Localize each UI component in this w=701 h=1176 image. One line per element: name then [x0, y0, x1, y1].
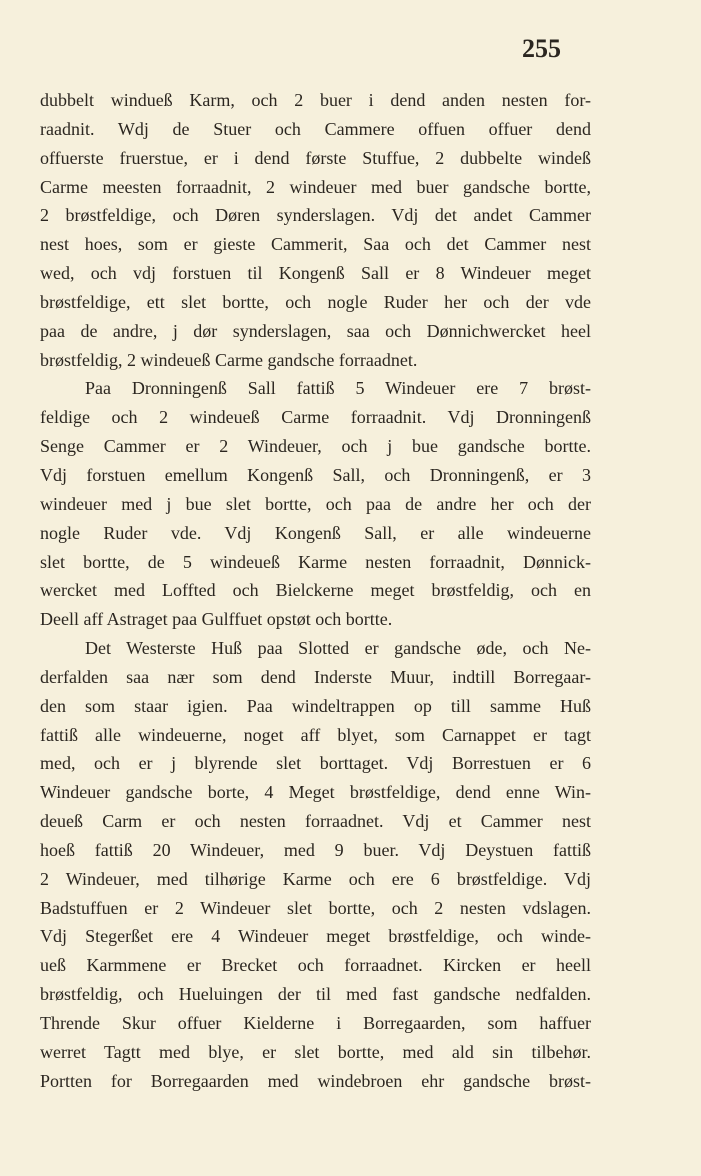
text-line: Senge Cammer er 2 Windeuer, och j bue gandsche bortte.	[40, 436, 591, 457]
text-line: feldige och 2 windeueß Carme forraadnit. Vdj Dronningenß	[40, 407, 591, 428]
text-line: wercket med Loffted och Bielckerne meget brøstfeldig, och en	[40, 580, 591, 601]
text-line: hoeß fattiß 20 Windeuer, med 9 buer. Vdj Deystuen fattiß	[40, 839, 591, 860]
body-text	[40, 86, 591, 1096]
text-line: derfalden saa nær som dend Inderste Muur, indtill Borregaar-	[40, 666, 591, 687]
text-line: dubbelt windueß Karm, och 2 buer i dend anden nesten for-	[40, 90, 591, 110]
text-line: deueß Carm er och nesten forraadnet. Vdj et Cammer nest	[40, 811, 591, 832]
text-line: Vdj Stegerßet ere 4 Windeuer meget brøstfeldige, och winde-	[40, 926, 591, 947]
text-line: Carme meesten forraadnit, 2 windeuer med buer gandsche bortte,	[40, 176, 591, 197]
text-line: Portten for Borregaarden med windebroen ehr gandsche brøst-	[40, 1070, 591, 1091]
text-line: den som staar igien. Paa windeltrappen op till samme Huß	[40, 695, 591, 716]
text-line: med, och er j blyrende slet borttaget. Vdj Borrestuen er 6	[40, 753, 591, 774]
text-line: Badstuffuen er 2 Windeuer slet bortte, och 2 nesten vdslagen.	[40, 897, 591, 918]
text-line: Vdj forstuen emellum Kongenß Sall, och Dronningenß, er 3	[40, 464, 591, 485]
text-line: ueß Karmmene er Brecket och forraadnet. Kircken er heell	[40, 955, 591, 976]
text-line: windeuer med j bue slet bortte, och paa de andre her och der	[40, 493, 591, 514]
text-line: wed, och vdj forstuen til Kongenß Sall er 8 Windeuer meget	[40, 263, 591, 284]
text-line: fattiß alle windeuerne, noget aff blyet, som Carnappet er tagt	[40, 724, 591, 745]
text-line: brøstfeldig, och Hueluingen der til med fast gandsche nedfalden.	[40, 984, 591, 1005]
text-line: Windeuer gandsche borte, 4 Meget brøstfeldige, dend enne Win-	[40, 782, 591, 803]
text-line: Deell aff Astraget paa Gulffuet opstøt och bortte.	[40, 609, 393, 630]
text-line: brøstfeldig, 2 windeueß Carme gandsche forraadnet.	[40, 349, 418, 370]
text-line: 2 Windeuer, med tilhørige Karme och ere 6 brøstfeldige. Vdj	[40, 868, 591, 889]
text-line: paa de andre, j dør synderslagen, saa och Dønnichwercket heel	[40, 320, 591, 341]
text-line: brøstfeldige, ett slet bortte, och nogle Ruder her och der vde	[40, 291, 591, 312]
text-line: raadnit. Wdj de Stuer och Cammere offuen offuer dend	[40, 118, 591, 139]
page-number: 255	[522, 34, 561, 63]
text-line: nogle Ruder vde. Vdj Kongenß Sall, er alle windeuerne	[40, 522, 591, 543]
text-line: nest hoes, som er gieste Cammerit, Saa och det Cammer nest	[40, 234, 591, 255]
text-line: werret Tagtt med blye, er slet bortte, med ald sin tilbehør.	[40, 1041, 591, 1062]
text-line: Paa Dronningenß Sall fattiß 5 Windeuer ere 7 brøst-	[85, 378, 591, 399]
text-line: Thrende Skur offuer Kielderne i Borregaarden, som haffuer	[40, 1013, 591, 1033]
text-line: offuerste fruerstue, er i dend første Stuffue, 2 dubbelte windeß	[40, 147, 591, 168]
text-line: 2 brøstfeldige, och Døren synderslagen. Vdj det andet Cammer	[40, 205, 591, 226]
text-line: slet bortte, de 5 windeueß Karme nesten forraadnit, Dønnick-	[40, 551, 591, 572]
text-line: Det Westerste Huß paa Slotted er gandsche øde, och Ne-	[85, 638, 591, 659]
